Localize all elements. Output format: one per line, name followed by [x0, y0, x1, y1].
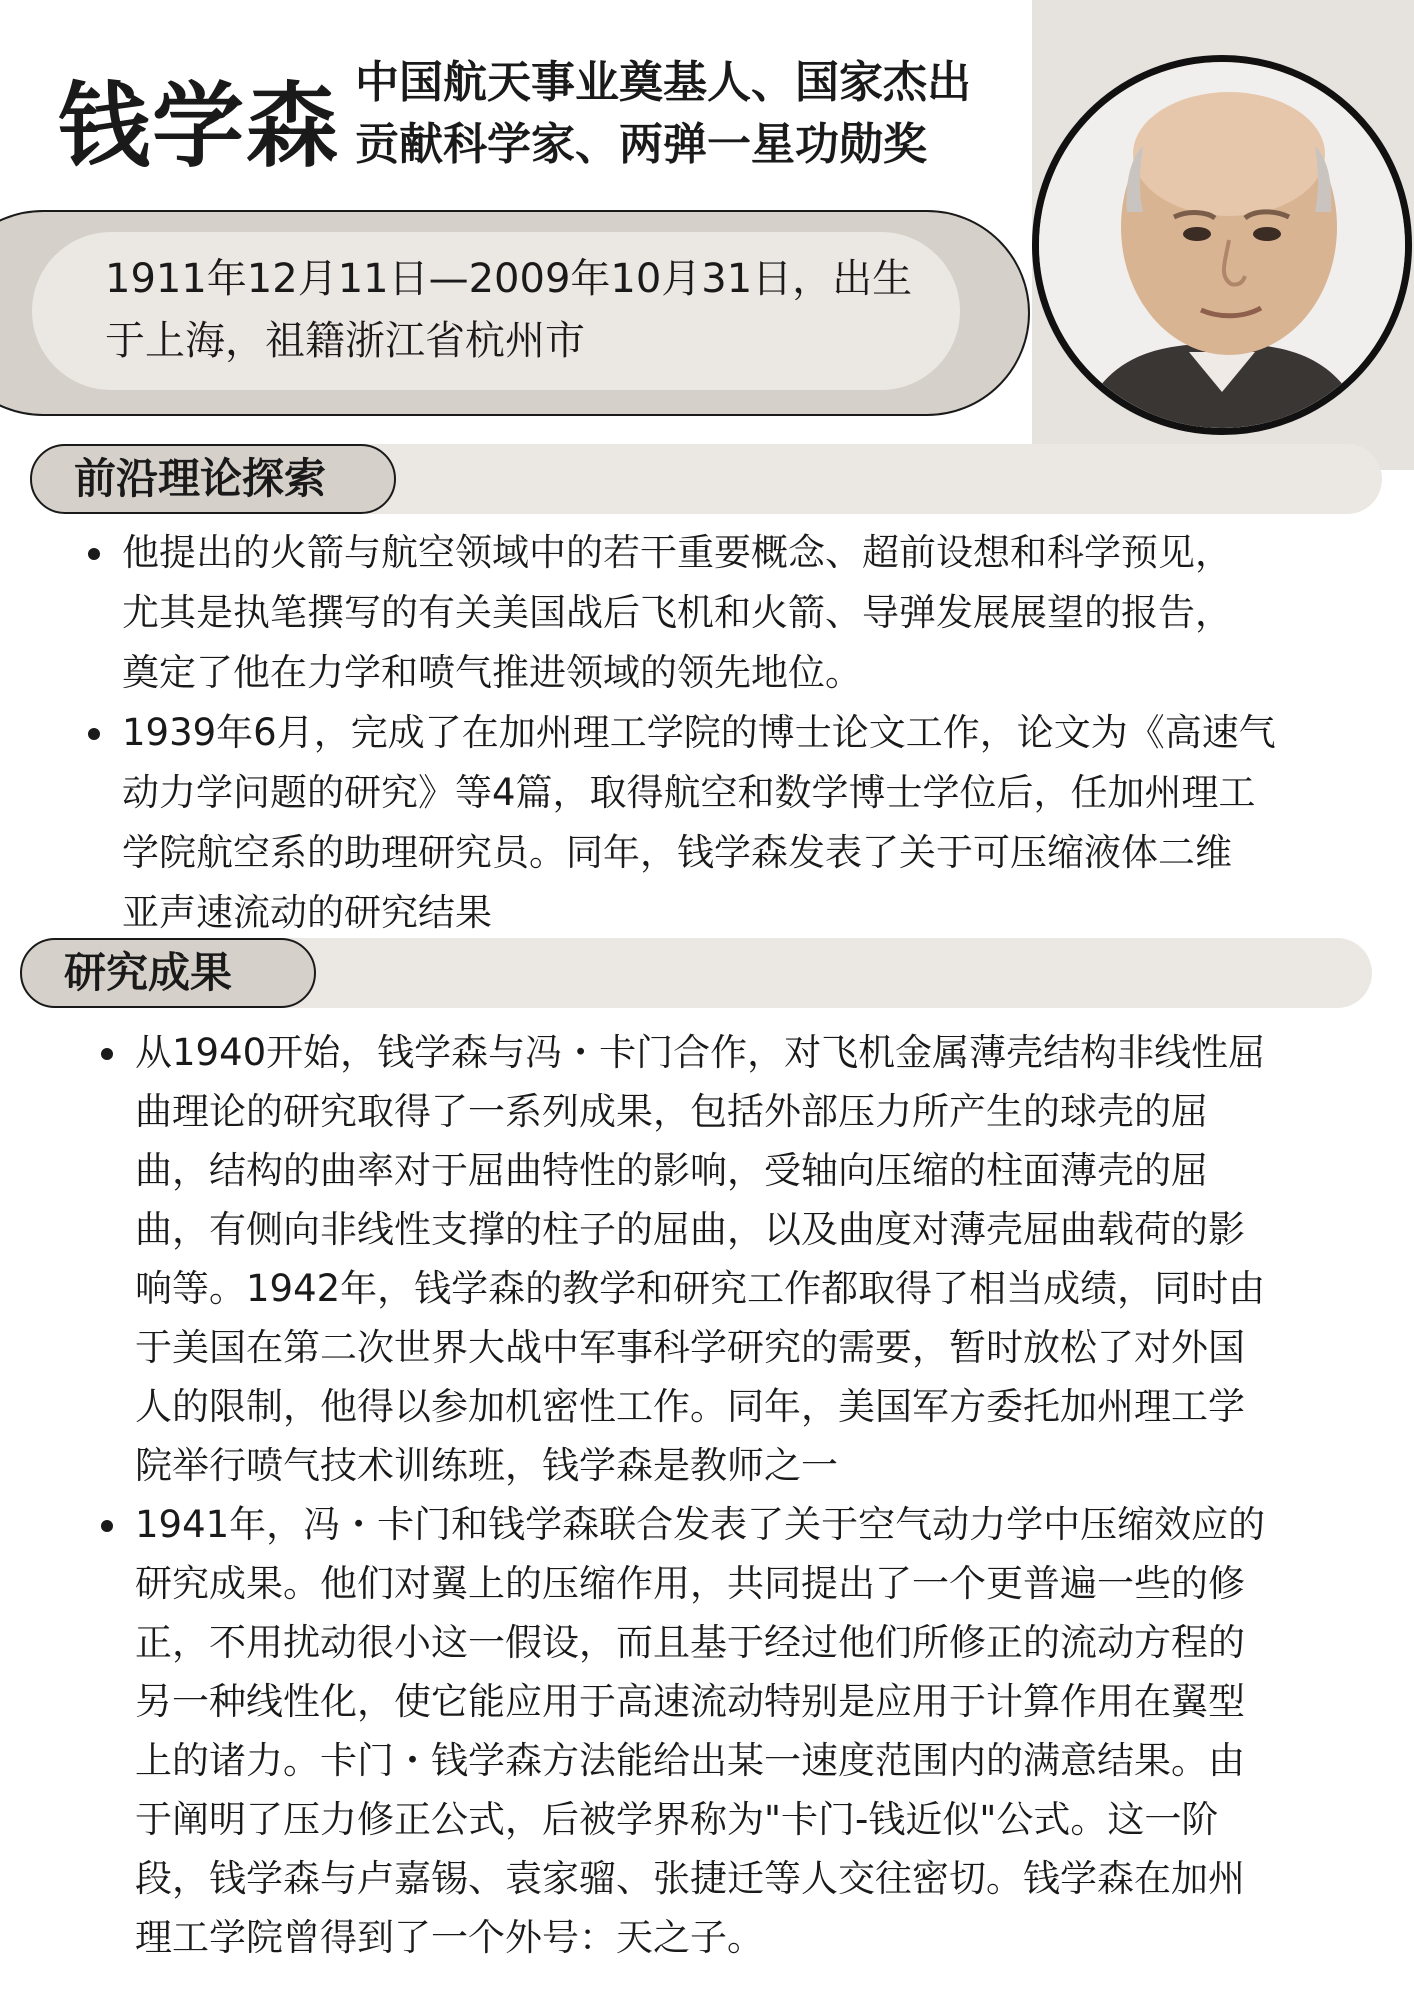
bullet-line: 于美国在第二次世界大战中军事科学研究的需要，暂时放松了对外国 — [135, 1326, 1245, 1369]
bullet-line: 段，钱学森与卢嘉锡、袁家骝、张捷迁等人交往密切。钱学森在加州 — [135, 1857, 1245, 1900]
dates-line-2: 于上海，祖籍浙江省杭州市 — [105, 318, 585, 364]
bullet-line: 上的诸力。卡门・钱学森方法能给出某一速度范围内的满意结果。由 — [135, 1739, 1245, 1782]
bullet-line: 人的限制，他得以参加机密性工作。同年，美国军方委托加州理工学 — [135, 1385, 1245, 1428]
life-dates — [105, 248, 965, 372]
bullet-line: 曲，结构的曲率对于屈曲特性的影响，受轴向压缩的柱面薄壳的屈 — [135, 1149, 1208, 1192]
bullet-line: 曲，有侧向非线性支撑的柱子的屈曲，以及曲度对薄壳屈曲载荷的影 — [135, 1208, 1245, 1251]
bullet-line: 他提出的火箭与航空领域中的若干重要概念、超前设想和科学预见， — [122, 531, 1232, 574]
subtitle-line-1: 中国航天事业奠基人、国家杰出 — [355, 57, 971, 108]
list-item — [122, 523, 1352, 703]
bullet-dot-icon — [88, 728, 100, 740]
bullet-line: 从1940开始，钱学森与冯・卡门合作，对飞机金属薄壳结构非线性屈 — [135, 1031, 1266, 1074]
bullet-dot-icon — [101, 1520, 113, 1532]
bullet-line: 响等。1942年，钱学森的教学和研究工作都取得了相当成绩，同时由 — [135, 1267, 1266, 1310]
section-list-frontier — [122, 523, 1352, 943]
bullet-line: 理工学院曾得到了一个外号：天之子。 — [135, 1916, 764, 1959]
bullet-line: 研究成果。他们对翼上的压缩作用，共同提出了一个更普遍一些的修 — [135, 1562, 1245, 1605]
bullet-line: 学院航空系的助理研究员。同年，钱学森发表了关于可压缩液体二维 — [122, 831, 1232, 874]
person-name: 钱学森 — [58, 73, 341, 180]
bullet-line: 1941年，冯・卡门和钱学森联合发表了关于空气动力学中压缩效应的 — [135, 1503, 1266, 1546]
bullet-line: 另一种线性化，使它能应用于高速流动特别是应用于计算作用在翼型 — [135, 1680, 1245, 1723]
bullet-line: 奠定了他在力学和喷气推进领域的领先地位。 — [122, 651, 862, 694]
person-subtitle — [355, 52, 1015, 176]
bullet-line: 院举行喷气技术训练班，钱学森是教师之一 — [135, 1444, 838, 1487]
list-item — [135, 1023, 1355, 1495]
section-title-results: 研究成果 — [20, 938, 316, 1008]
bullet-dot-icon — [88, 548, 100, 560]
bullet-line: 亚声速流动的研究结果 — [122, 891, 492, 934]
bullet-line: 曲理论的研究取得了一系列成果，包括外部压力所产生的球壳的屈 — [135, 1090, 1208, 1133]
bullet-line: 正，不用扰动很小这一假设，而且基于经过他们所修正的流动方程的 — [135, 1621, 1245, 1664]
list-item — [135, 1495, 1355, 1967]
section-title-frontier: 前沿理论探索 — [30, 444, 396, 514]
bullet-line: 尤其是执笔撰写的有关美国战后飞机和火箭、导弹发展展望的报告， — [122, 591, 1232, 634]
dates-line-1: 1911年12月11日—2009年10月31日，出生 — [105, 256, 913, 302]
bullet-line: 1939年6月，完成了在加州理工学院的博士论文工作，论文为《高速气 — [122, 711, 1276, 754]
portrait-photo — [1032, 55, 1412, 435]
list-item — [122, 703, 1352, 943]
bullet-dot-icon — [101, 1048, 113, 1060]
bullet-line: 动力学问题的研究》等4篇，取得航空和数学博士学位后，任加州理工 — [122, 771, 1256, 814]
portrait-illustration — [1039, 62, 1405, 428]
bullet-line: 于阐明了压力修正公式，后被学界称为"卡门-钱近似"公式。这一阶 — [135, 1798, 1219, 1841]
subtitle-line-2: 贡献科学家、两弹一星功勋奖 — [355, 119, 927, 170]
section-list-results — [135, 1023, 1355, 1967]
